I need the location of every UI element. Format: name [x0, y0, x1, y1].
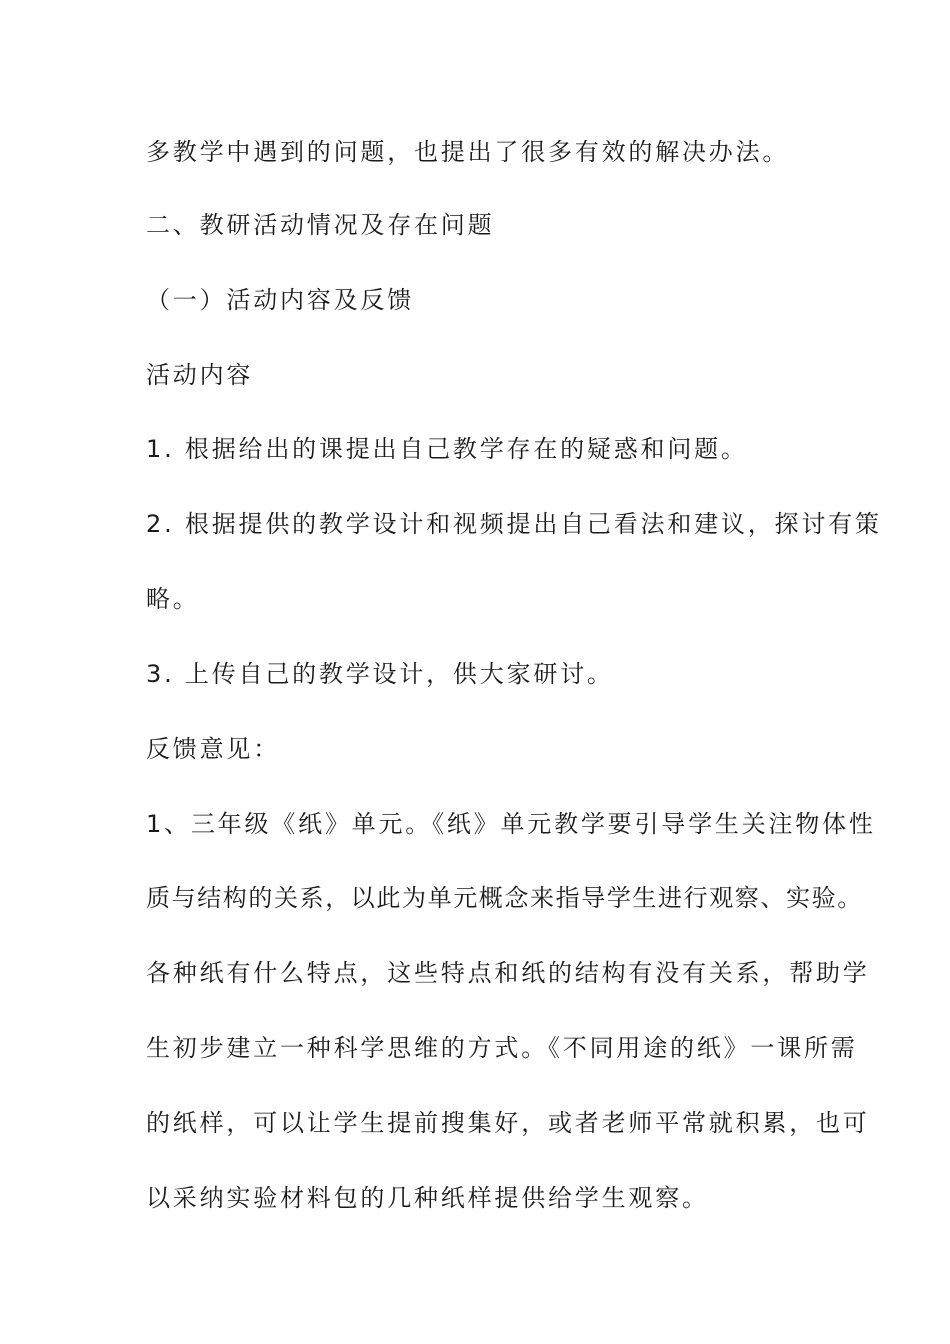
activity-content-label: 活动内容 — [146, 361, 254, 389]
feedback-paragraph-line: 1、三年级《纸》单元。《纸》单元教学要引导学生关注物体性 — [146, 810, 876, 838]
section-heading: 二、教研活动情况及存在问题 — [146, 211, 495, 239]
activity-item-3: 3. 上传自己的教学设计，供大家研讨。 — [146, 660, 614, 688]
activity-item-1: 1. 根据给出的课提出自己教学存在的疑惑和问题。 — [146, 435, 748, 463]
feedback-paragraph-line: 各种纸有什么特点，这些特点和纸的结构有没有关系，帮助学 — [146, 959, 870, 987]
subsection-heading: （一）活动内容及反馈 — [146, 286, 414, 314]
feedback-paragraph-line: 以采纳实验材料包的几种纸样提供给学生观察。 — [146, 1184, 709, 1212]
activity-item-2: 2. 根据提供的教学设计和视频提出自己看法和建议，探讨有策 — [146, 510, 882, 538]
feedback-paragraph-line: 质与结构的关系，以此为单元概念来指导学生进行观察、实验。 — [146, 884, 863, 912]
activity-item-2-continued: 略。 — [146, 585, 200, 613]
feedback-paragraph-line: 生初步建立一种科学思维的方式。《不同用途的纸》一课所需 — [146, 1034, 858, 1062]
paragraph-continuation: 多教学中遇到的问题，也提出了很多有效的解决办法。 — [146, 138, 790, 166]
feedback-label: 反馈意见： — [146, 735, 280, 763]
feedback-paragraph-line: 的纸样，可以让学生提前搜集好，或者老师平常就积累，也可 — [146, 1109, 870, 1137]
